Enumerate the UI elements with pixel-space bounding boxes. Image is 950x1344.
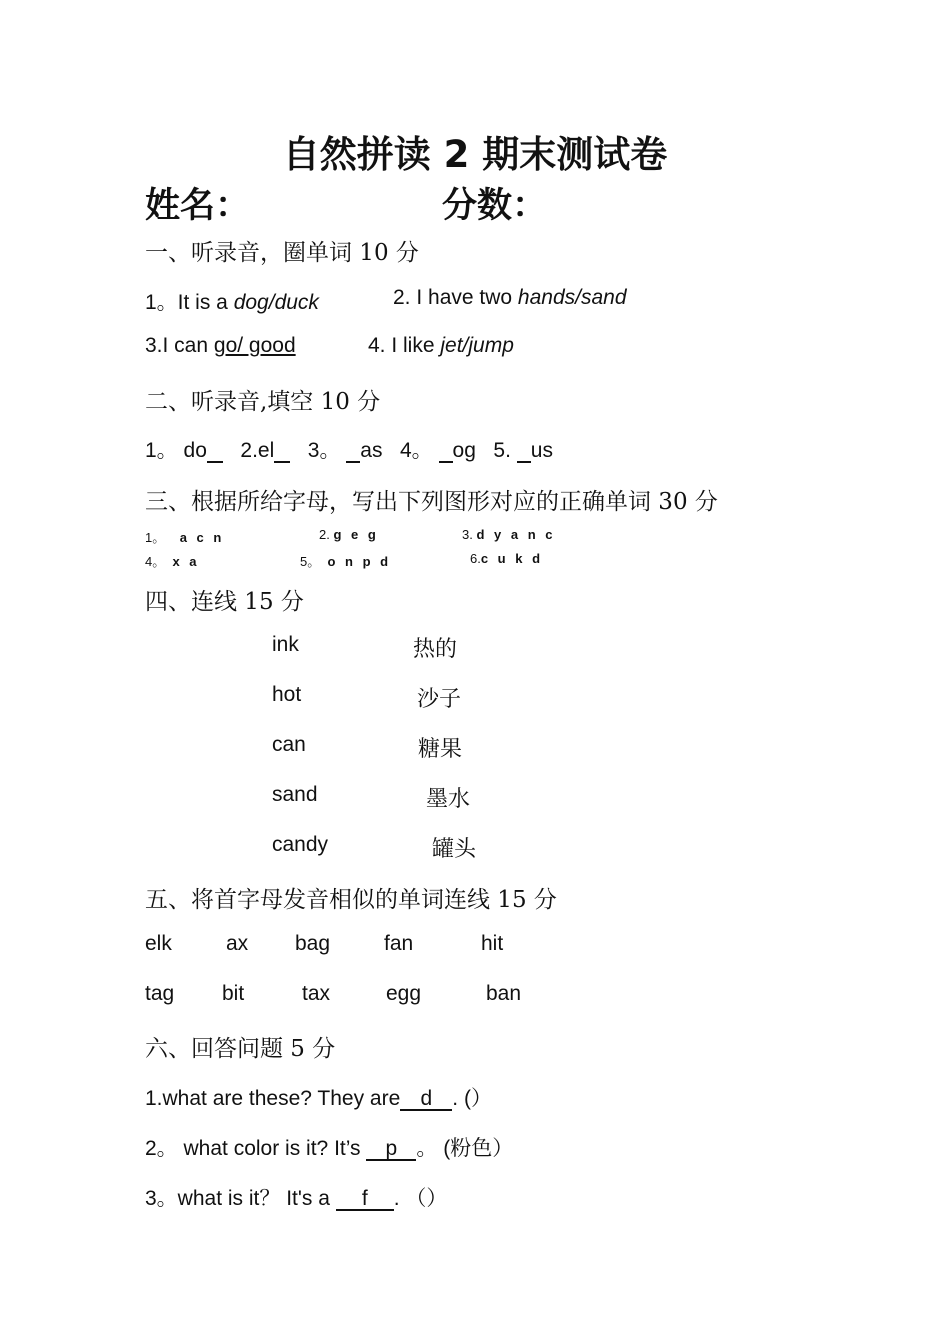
s3-item-6: 6.c u k d bbox=[470, 551, 544, 566]
s1-question-1: 1。It is a dog/duck bbox=[145, 291, 319, 314]
name-label: 姓名： bbox=[145, 186, 251, 226]
s3-item-5: 5。 o n p d bbox=[300, 554, 392, 569]
match-right-word: 罐头 bbox=[432, 837, 477, 862]
answer-blank: d bbox=[400, 1088, 452, 1111]
s5-word: bit bbox=[222, 982, 245, 1005]
s5-word: tax bbox=[302, 982, 331, 1005]
answer-blank: p bbox=[366, 1138, 416, 1161]
s3-item-2: 2. g e g bbox=[319, 527, 379, 542]
s5-word: elk bbox=[145, 932, 172, 955]
section-5-heading: 五、将首字母发音相似的单词连线 15 分 bbox=[145, 887, 557, 913]
s5-word: bag bbox=[295, 932, 331, 955]
match-left-word: can bbox=[272, 733, 306, 756]
s3-item-4: 4。 x a bbox=[145, 554, 200, 569]
s6-question-2: 2。 what color is it? It’s p 。 (粉色） bbox=[145, 1137, 514, 1160]
section-3-heading: 三、根据所给字母，写出下列图形对应的正确单词 30 分 bbox=[145, 489, 718, 515]
section-1-heading: 一、听录音，圈单词 10 分 bbox=[145, 240, 419, 266]
score-label: 分数： bbox=[442, 186, 548, 226]
section-2-heading: 二、听录音,填空 10 分 bbox=[145, 389, 381, 415]
fill-blank bbox=[439, 440, 453, 463]
s1-question-4: 4. I like jet/jump bbox=[368, 334, 514, 357]
section-4-heading: 四、连线 15 分 bbox=[145, 589, 304, 615]
fill-blank bbox=[274, 440, 290, 463]
s5-word: ax bbox=[226, 932, 249, 955]
s6-question-3: 3。what is it？ It's a f . （） bbox=[145, 1187, 448, 1210]
s2-fill-row: 1。 do 2.el 3。 as 4。 og 5. us bbox=[145, 439, 553, 462]
s5-word: fan bbox=[384, 932, 414, 955]
match-left-word: sand bbox=[272, 783, 318, 806]
answer-blank: f bbox=[336, 1188, 394, 1211]
match-left-word: candy bbox=[272, 833, 329, 856]
fill-blank bbox=[346, 440, 360, 463]
fill-blank bbox=[207, 440, 223, 463]
s5-word: tag bbox=[145, 982, 175, 1005]
fill-blank bbox=[517, 440, 531, 463]
s3-item-3: 3. d y a n c bbox=[462, 527, 556, 542]
s1-question-3: 3.I can go/ good bbox=[145, 334, 296, 357]
s5-word: hit bbox=[481, 932, 504, 955]
section-6-heading: 六、回答问题 5 分 bbox=[145, 1036, 336, 1062]
match-right-word: 热的 bbox=[413, 637, 458, 662]
match-right-word: 墨水 bbox=[426, 787, 471, 812]
match-right-word: 沙子 bbox=[417, 687, 462, 712]
s5-word: egg bbox=[386, 982, 422, 1005]
s3-item-1: 1。 a c n bbox=[145, 530, 225, 545]
match-left-word: hot bbox=[272, 683, 302, 706]
s1-question-2: 2. I have two hands/sand bbox=[393, 286, 627, 309]
match-right-word: 糖果 bbox=[418, 737, 463, 762]
page-title: 自然拼读 2 期末测试卷 bbox=[282, 133, 668, 176]
s6-question-1: 1.what are these? They are d . (） bbox=[145, 1087, 492, 1110]
s5-word: ban bbox=[486, 982, 522, 1005]
match-left-word: ink bbox=[272, 633, 299, 656]
